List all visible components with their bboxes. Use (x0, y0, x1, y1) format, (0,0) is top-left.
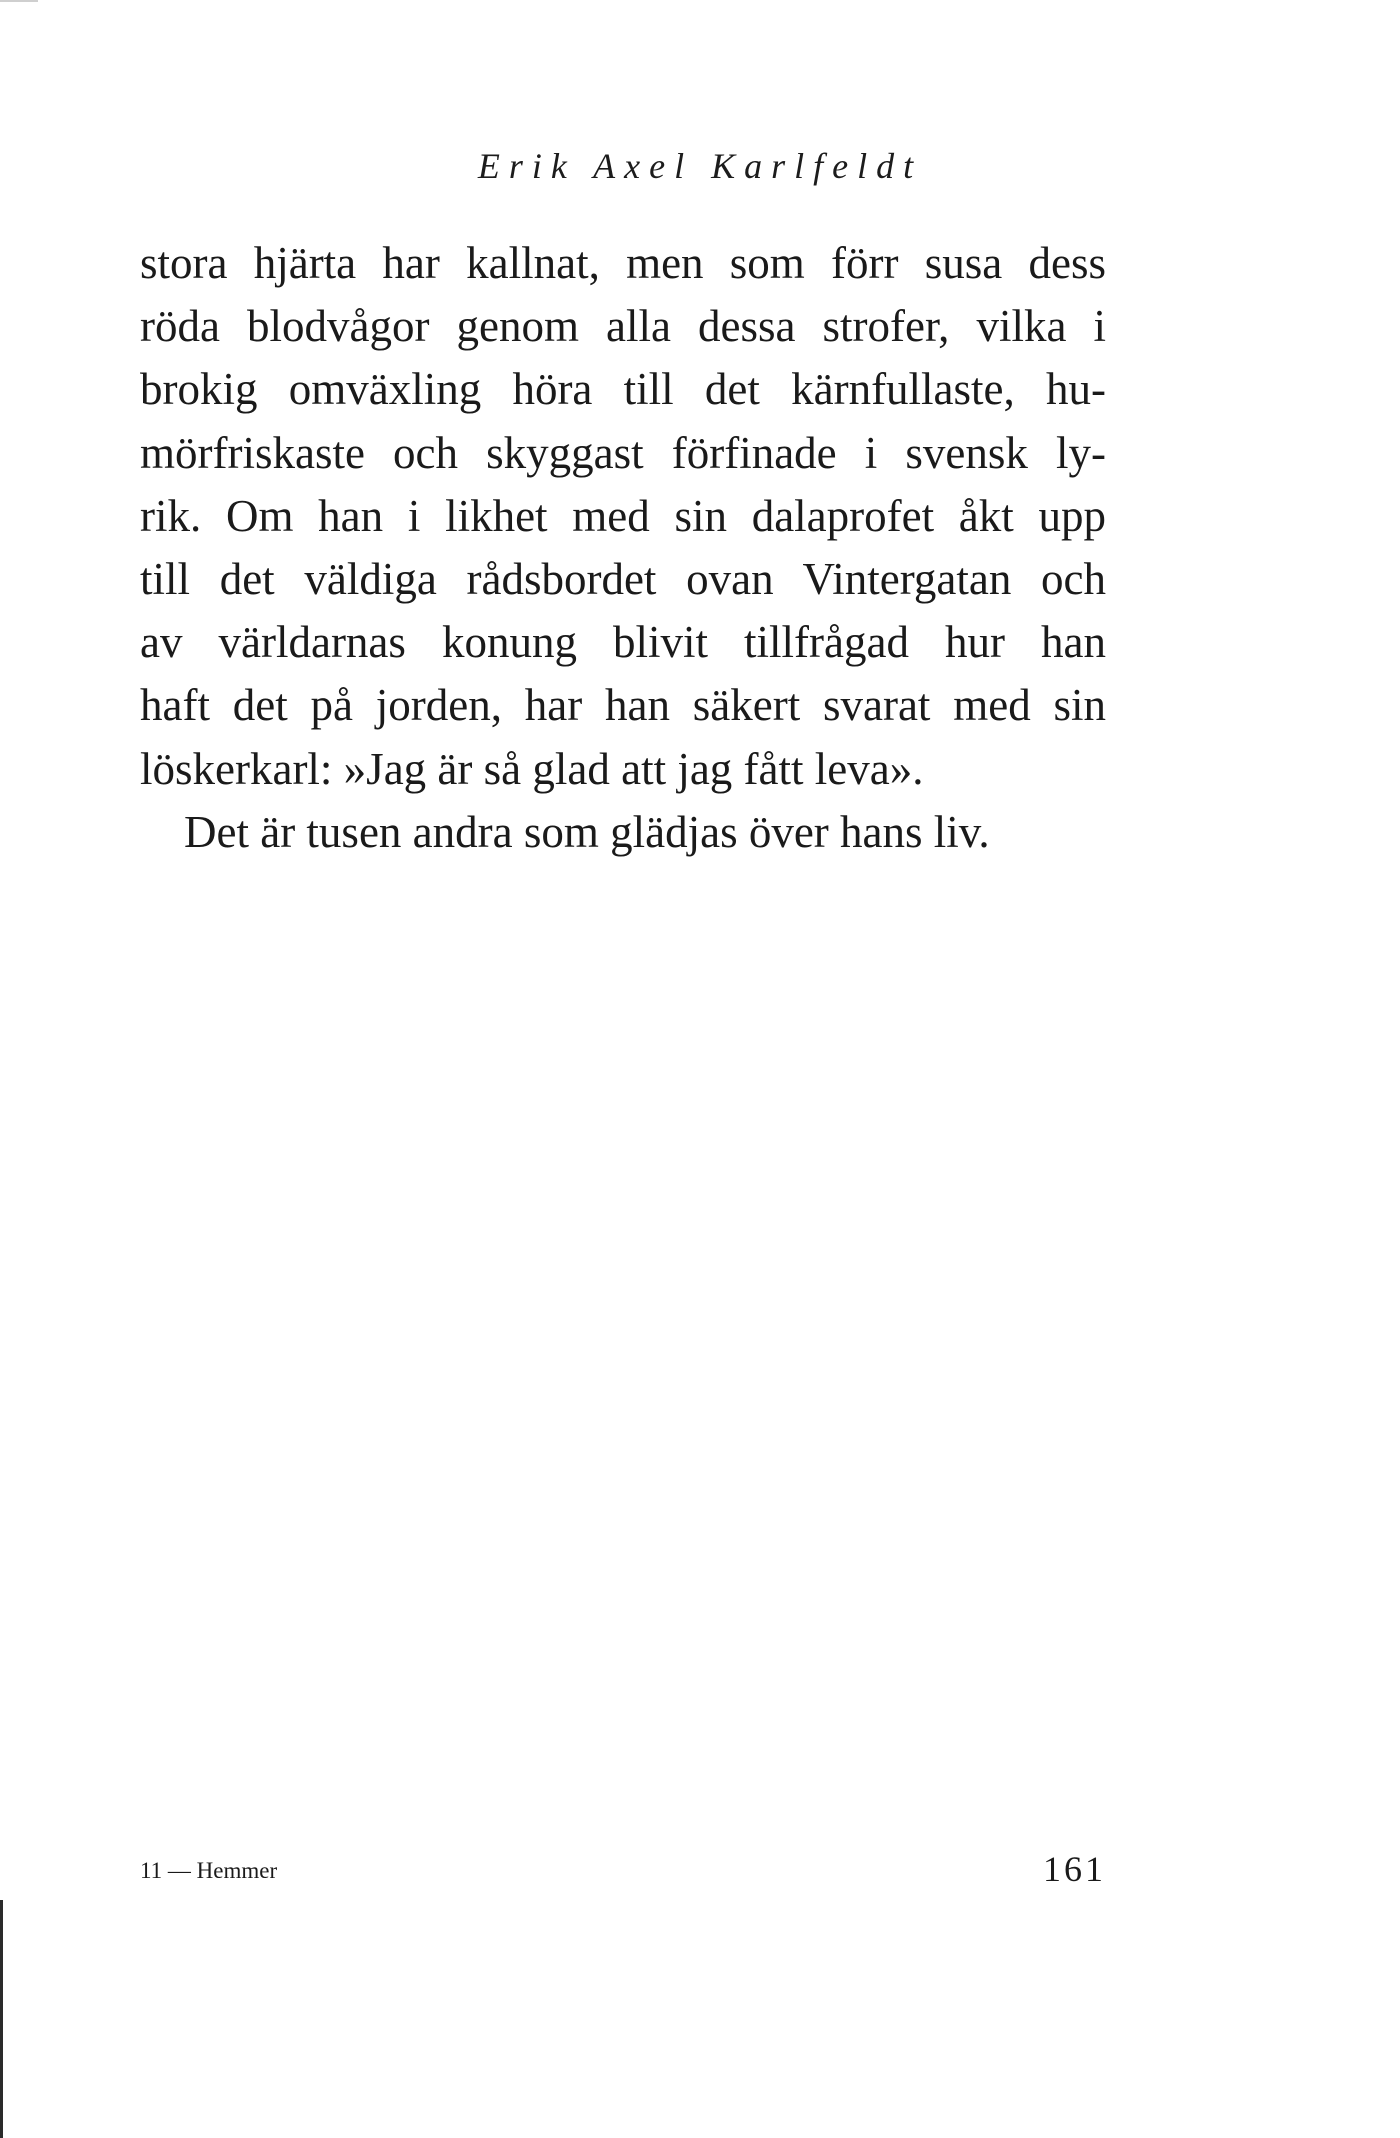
text-line: röda blodvågor genom alla dessa strofer, vilka i (140, 301, 1106, 352)
text-line: löskerkarl: »Jag är så glad att jag fått leva». (140, 743, 924, 794)
text-line: stora hjärta har kallnat, men som förr susa dess (140, 238, 1106, 288)
scan-corner-mark (0, 0, 38, 2)
printer-signature: 11 — Hemmer (140, 1858, 278, 1883)
text-line: Det är tusen andra som glädjas över hans liv. (184, 806, 990, 857)
text-line: till det väldiga rådsbordet ovan Vintergatan och (140, 553, 1106, 604)
text-line: brokig omväxling höra till det kärnfullaste, hu- (140, 364, 1106, 415)
page-number: 161 (1043, 1849, 1106, 1889)
body-text (140, 232, 1106, 864)
text-line: rik. Om han i likhet med sin dalaprofet åkt upp (140, 490, 1106, 541)
text-line: av världarnas konung blivit tillfrågad hur han (140, 617, 1106, 668)
scan-edge-line (0, 1900, 3, 2138)
text-line: haft det på jorden, har han säkert svarat med sin (140, 680, 1106, 731)
running-head: Erik Axel Karlfeldt (477, 146, 923, 186)
text-line: mörfriskaste och skyggast förfinade i svensk ly- (140, 427, 1106, 478)
